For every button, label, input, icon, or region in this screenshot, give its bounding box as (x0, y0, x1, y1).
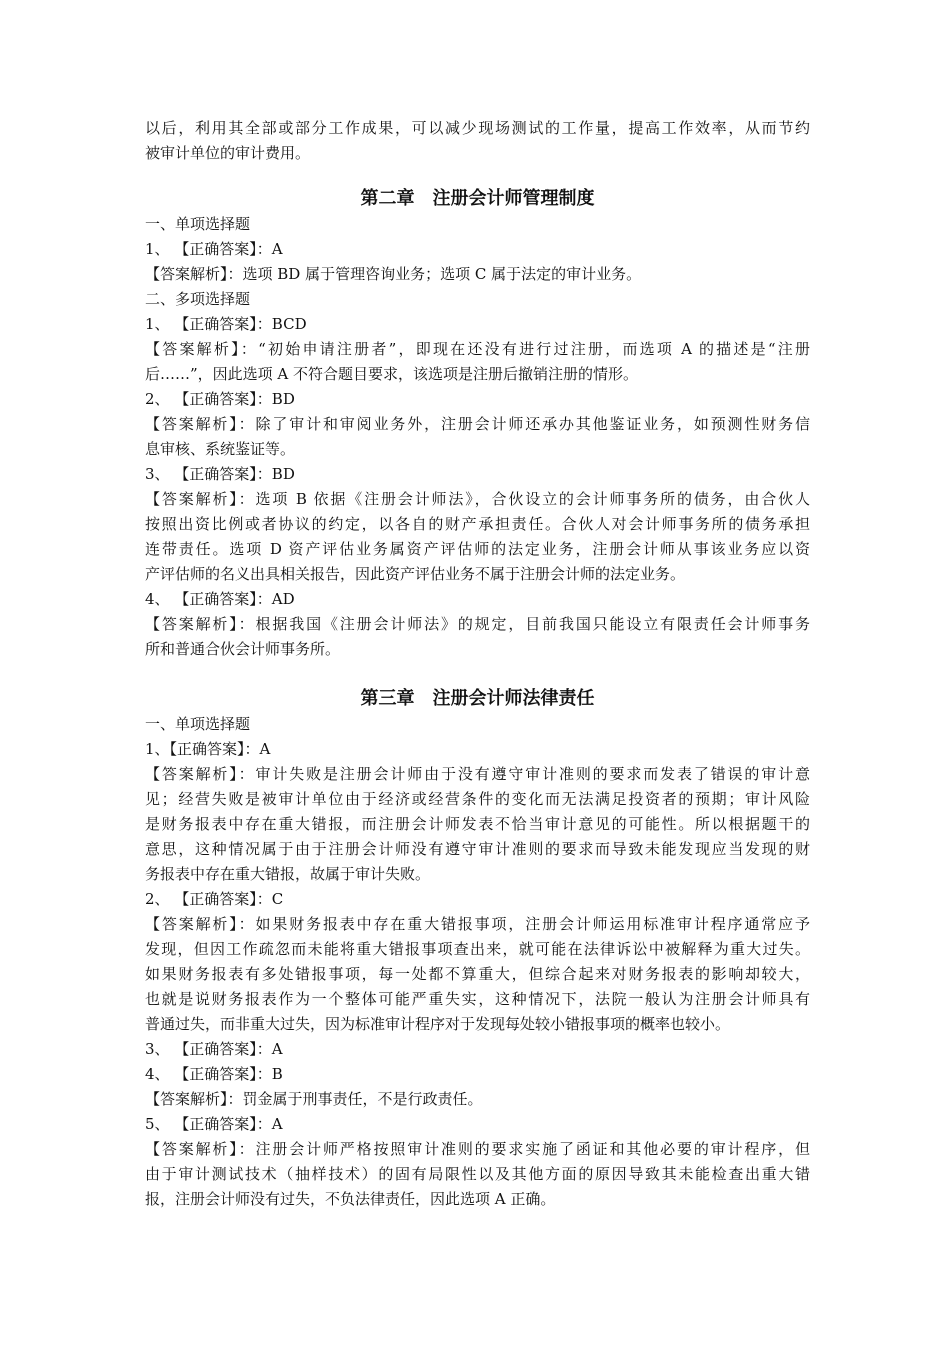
explanation-line: 由于审计测试技术（抽样技术）的固有局限性以及其他方面的原因导致其未能检查出重大错 (145, 1165, 810, 1183)
explanation-line: 意思，这种情况属于由于注册会计师没有遵守审计准则的要求而导致未能发现应当发现的财 (145, 840, 810, 858)
explanation-line: 是财务报表中存在重大错报，而注册会计师发表不恰当审计意见的可能性。所以根据题干的 (145, 815, 810, 833)
answer-line: 1、【正确答案】：A (145, 740, 271, 758)
chapter-2-title: 第二章 注册会计师管理制度 (360, 188, 595, 209)
answer-line: 2、 【正确答案】：BD (145, 390, 295, 408)
explanation-line: 息审核、系统鉴证等。 (145, 440, 296, 458)
explanation-line: 所和普通合伙会计师事务所。 (145, 640, 341, 658)
explanation-line: 连带责任。选项 D 资产评估业务属资产评估师的法定业务，注册会计师从事该业务应以资 (145, 540, 810, 558)
explanation-line: 【答案解析】：除了审计和审阅业务外，注册会计师还承办其他鉴证业务，如预测性财务信 (145, 415, 810, 433)
text-line: 以后，利用其全部或部分工作成果，可以减少现场测试的工作量，提高工作效率，从而节约 (145, 119, 810, 137)
answer-line: 1、 【正确答案】：A (145, 240, 283, 258)
answer-line: 3、 【正确答案】：BD (145, 465, 295, 483)
explanation-line: 【答案解析】：罚金属于刑事责任，不是行政责任。 (145, 1090, 483, 1108)
chapter-2-body (145, 212, 810, 662)
explanation-line: 【答案解析】：审计失败是注册会计师由于没有遵守审计准则的要求而发表了错误的审计意 (145, 765, 810, 783)
explanation-line: 发现，但因工作疏忽而未能将重大错报事项查出来，就可能在法律诉讼中被解释为重大过失。 (145, 940, 810, 958)
intro-paragraph (145, 116, 810, 166)
explanation-line: 务报表中存在重大错报，故属于审计失败。 (145, 865, 431, 883)
section-heading: 一、单项选择题 (145, 215, 251, 233)
explanation-line: 【答案解析】：如果财务报表中存在重大错报事项，注册会计师运用标准审计程序通常应予 (145, 915, 810, 933)
explanation-line: 也就是说财务报表作为一个整体可能严重失实，这种情况下，法院一般认为注册会计师具有 (145, 990, 810, 1008)
explanation-line: 报，注册会计师没有过失，不负法律责任，因此选项 A 正确。 (145, 1190, 556, 1208)
text-line: 被审计单位的审计费用。 (145, 144, 311, 162)
answer-line: 3、 【正确答案】：A (145, 1040, 283, 1058)
explanation-line: 【答案解析】：根据我国《注册会计师法》的规定，目前我国只能设立有限责任会计师事务 (145, 615, 810, 633)
chapter-3-title: 第三章 注册会计师法律责任 (360, 688, 595, 709)
explanation-line: 产评估师的名义出具相关报告，因此资产评估业务不属于注册会计师的法定业务。 (145, 565, 686, 583)
section-heading: 一、单项选择题 (145, 715, 251, 733)
answer-line: 4、 【正确答案】：B (145, 1065, 283, 1083)
explanation-line: 【答案解析】：注册会计师严格按照审计准则的要求实施了函证和其他必要的审计程序，但 (145, 1140, 810, 1158)
answer-line: 4、 【正确答案】：AD (145, 590, 295, 608)
section-heading: 二、多项选择题 (145, 290, 251, 308)
explanation-line: 【答案解析】：选项 B 依据《注册会计师法》，合伙设立的会计师事务所的债务，由合伙人 (145, 490, 810, 508)
explanation-line: 见；经营失败是被审计单位由于经济或经营条件的变化而无法满足投资者的预期；审计风险 (145, 790, 810, 808)
explanation-line: 【答案解析】：选项 BD 属于管理咨询业务；选项 C 属于法定的审计业务。 (145, 265, 642, 283)
explanation-line: 按照出资比例或者协议的约定，以各自的财产承担责任。合伙人对会计师事务所的债务承担 (145, 515, 810, 533)
document-page (145, 116, 810, 1212)
explanation-line: 普通过失，而非重大过失，因为标准审计程序对于发现每处较小错报事项的概率也较小。 (145, 1015, 731, 1033)
explanation-line: 后……”，因此选项 A 不符合题目要求，该选项是注册后撤销注册的情形。 (145, 365, 639, 383)
answer-line: 2、 【正确答案】：C (145, 890, 284, 908)
answer-line: 1、 【正确答案】：BCD (145, 315, 307, 333)
answer-line: 5、 【正确答案】：A (145, 1115, 283, 1133)
explanation-line: 【答案解析】：“初始申请注册者”，即现在还没有进行过注册，而选项 A 的描述是“注册 (145, 340, 810, 358)
explanation-line: 如果财务报表有多处错报事项，每一处都不算重大，但综合起来对财务报表的影响却较大， (145, 965, 810, 983)
chapter-3-body (145, 712, 810, 1212)
